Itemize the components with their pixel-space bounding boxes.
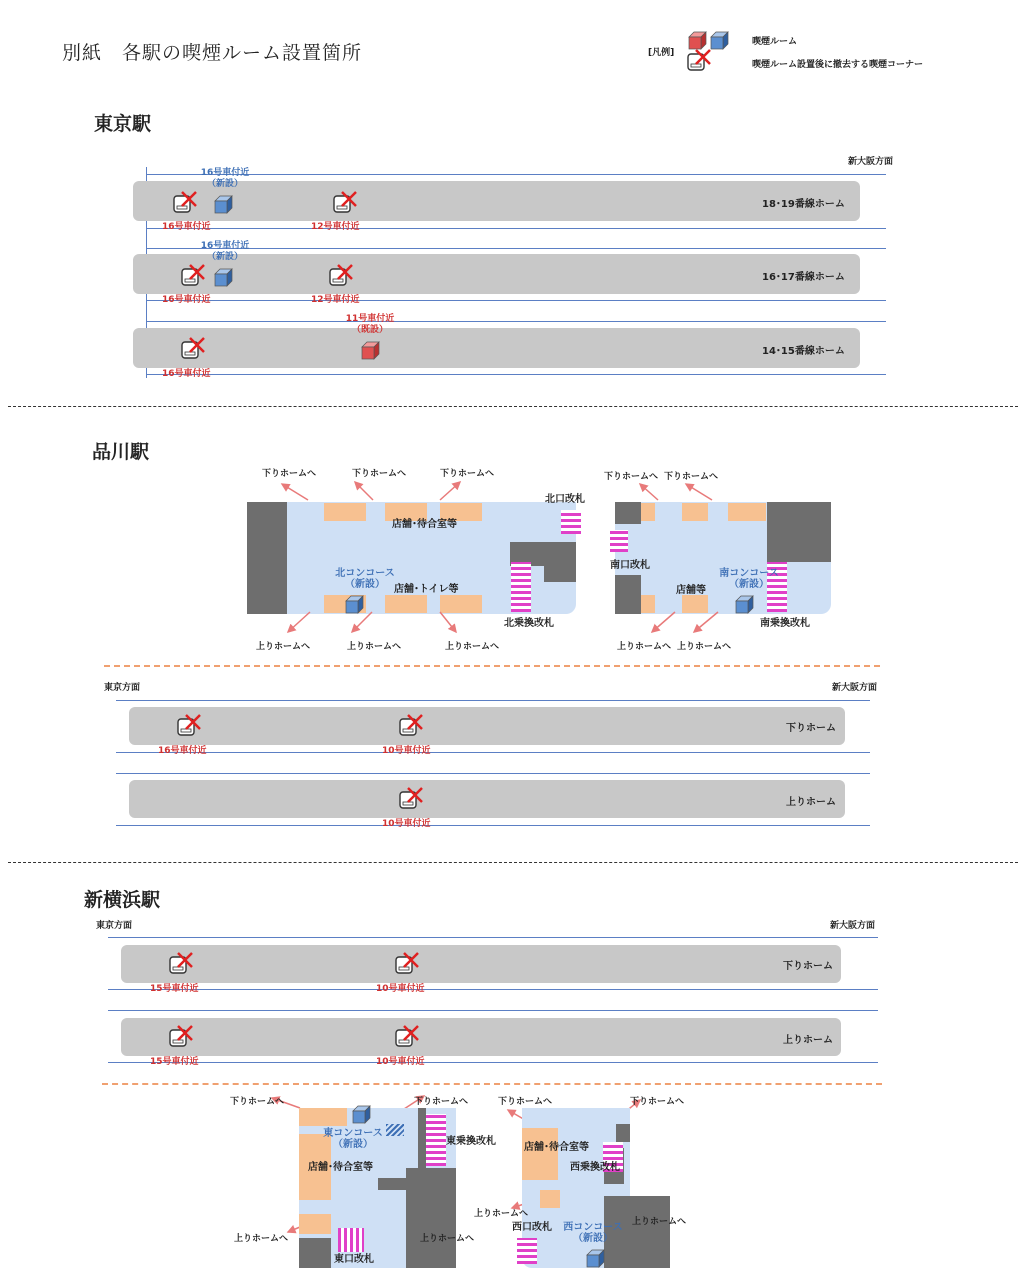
shop-block bbox=[522, 1128, 558, 1180]
removed-corner-icon bbox=[394, 1024, 420, 1050]
shops-label: 店舗･待合室等 bbox=[308, 1162, 373, 1173]
platform-down bbox=[121, 945, 841, 983]
shop-block bbox=[299, 1108, 347, 1126]
to-down-platform-label: 下りホームへ bbox=[414, 1097, 469, 1107]
direction-left: 東京方面 bbox=[96, 921, 133, 931]
to-up-platform-label: 上りホームへ bbox=[632, 1217, 687, 1227]
removed-corner-label: 16号車付近 bbox=[162, 222, 211, 232]
west-gate-label: 西口改札 bbox=[512, 1222, 552, 1233]
to-up-platform-label: 上りホームへ bbox=[474, 1209, 529, 1219]
section-divider bbox=[8, 862, 1018, 863]
south-gate-label: 南口改札 bbox=[610, 560, 650, 571]
shop-block bbox=[299, 1214, 331, 1234]
direction-left: 東京方面 bbox=[104, 683, 141, 693]
track-line bbox=[108, 1062, 878, 1063]
new-room-label: 16号車付近 （新設） bbox=[200, 241, 250, 262]
platform-label: 下りホーム bbox=[786, 723, 836, 734]
platform-label: 下りホーム bbox=[783, 961, 833, 972]
removed-corner-label: 16号車付近 bbox=[158, 746, 207, 756]
map-divider bbox=[104, 665, 880, 667]
track-line bbox=[116, 773, 870, 774]
legend-bracket: [凡例] bbox=[648, 48, 675, 58]
platform-up bbox=[121, 1018, 841, 1056]
west-concourse-label: 西コンコース （新設） bbox=[563, 1222, 623, 1244]
removed-corner-label: 12号車付近 bbox=[311, 295, 360, 305]
tokyo-direction: 新大阪方面 bbox=[848, 157, 894, 167]
to-down-platform-label: 下りホームへ bbox=[498, 1097, 553, 1107]
removed-corner-icon bbox=[176, 713, 202, 739]
to-up-platform-label: 上りホームへ bbox=[617, 642, 672, 652]
north-concourse-label: 北コンコース （新設） bbox=[335, 568, 395, 590]
to-up-platform-label: 上りホームへ bbox=[347, 642, 402, 652]
new-room-label: 16号車付近 （新設） bbox=[200, 168, 250, 189]
north-transfer-gate-label: 北乗換改札 bbox=[504, 618, 554, 629]
to-down-platform-label: 下りホームへ bbox=[630, 1097, 685, 1107]
east-block bbox=[299, 1238, 331, 1268]
track-line bbox=[116, 700, 870, 701]
platform-down bbox=[129, 707, 845, 745]
direction-right: 新大阪方面 bbox=[832, 683, 878, 693]
platform-label: 18･19番線ホーム bbox=[762, 199, 845, 210]
east-gate-turnstiles bbox=[338, 1228, 364, 1252]
east-transfer-gate-label: 東乗換改札 bbox=[446, 1136, 496, 1147]
shops-label: 店舗･待合室等 bbox=[392, 519, 457, 530]
platform-label: 14･15番線ホーム bbox=[762, 346, 845, 357]
platform-label: 16･17番線ホーム bbox=[762, 272, 845, 283]
shinyokohama-station-title: 新横浜駅 bbox=[84, 889, 161, 911]
page-title: 別紙 各駅の喫煙ルーム設置箇所 bbox=[62, 42, 363, 64]
platform-label: 上りホーム bbox=[783, 1035, 833, 1046]
to-up-platform-label: 上りホームへ bbox=[445, 642, 500, 652]
east-concourse-label: 東コンコース （新設） bbox=[323, 1128, 383, 1150]
legend-room-label: 喫煙ルーム bbox=[752, 37, 798, 47]
new-smoking-room-icon bbox=[584, 1248, 606, 1270]
south-concourse-label: 南コンコース （新設） bbox=[719, 568, 779, 590]
to-up-platform-label: 上りホームへ bbox=[677, 642, 732, 652]
tokyo-station-title: 東京駅 bbox=[94, 113, 152, 135]
legend-removed-label: 喫煙ルーム設置後に撤去する喫煙コーナー bbox=[752, 60, 924, 70]
removed-corner-label: 16号車付近 bbox=[162, 295, 211, 305]
west-transfer-gate-label: 西乗換改札 bbox=[570, 1162, 620, 1173]
platform-up bbox=[129, 780, 845, 818]
east-stairs bbox=[386, 1124, 404, 1136]
removed-corner-icon bbox=[168, 1024, 194, 1050]
to-up-platform-label: 上りホームへ bbox=[420, 1234, 475, 1244]
removed-corner-label: 10号車付近 bbox=[382, 819, 431, 829]
to-down-platform-label: 下りホームへ bbox=[352, 469, 407, 479]
direction-right: 新大阪方面 bbox=[830, 921, 876, 931]
west-gate-turnstiles bbox=[517, 1238, 537, 1264]
to-down-platform-label: 下りホームへ bbox=[664, 472, 719, 482]
east-gate-label: 東口改札 bbox=[334, 1254, 374, 1265]
platform-label: 上りホーム bbox=[786, 797, 836, 808]
south-transfer-gate-label: 南乗換改札 bbox=[760, 618, 810, 629]
track-line bbox=[108, 1010, 878, 1011]
east-transfer-turnstiles bbox=[426, 1114, 446, 1166]
removed-corner-label: 10号車付近 bbox=[382, 746, 431, 756]
removed-corner-icon bbox=[398, 786, 424, 812]
shops-label: 店舗･待合室等 bbox=[524, 1142, 589, 1153]
removed-corner-icon bbox=[394, 951, 420, 977]
west-block bbox=[616, 1124, 630, 1142]
removed-corner-label: 10号車付近 bbox=[376, 1057, 425, 1067]
shops-label: 店舗･トイレ等 bbox=[394, 584, 459, 595]
new-smoking-room-icon bbox=[350, 1104, 372, 1126]
removed-corner-label: 15号車付近 bbox=[150, 984, 199, 994]
east-block bbox=[406, 1168, 456, 1268]
track-line bbox=[116, 752, 870, 753]
removed-corner-label: 10号車付近 bbox=[376, 984, 425, 994]
track-line bbox=[116, 825, 870, 826]
east-block bbox=[378, 1178, 406, 1190]
to-up-platform-label: 上りホームへ bbox=[256, 642, 311, 652]
track-line bbox=[108, 937, 878, 938]
shop-block bbox=[540, 1190, 560, 1208]
track-line bbox=[108, 989, 878, 990]
removed-corner-label: 16号車付近 bbox=[162, 369, 211, 379]
removed-corner-icon bbox=[168, 951, 194, 977]
north-gate-label: 北口改札 bbox=[545, 494, 585, 505]
east-block bbox=[418, 1108, 426, 1168]
map-divider bbox=[102, 1083, 882, 1085]
removed-corner-label: 15号車付近 bbox=[150, 1057, 199, 1067]
to-down-platform-label: 下りホームへ bbox=[440, 469, 495, 479]
shinagawa-station-title: 品川駅 bbox=[92, 441, 150, 463]
to-down-platform-label: 下りホームへ bbox=[262, 469, 317, 479]
to-down-platform-label: 下りホームへ bbox=[604, 472, 659, 482]
existing-room-label: 11号車付近 （既設） bbox=[345, 314, 395, 335]
to-up-platform-label: 上りホームへ bbox=[234, 1234, 289, 1244]
removed-corner-icon bbox=[398, 713, 424, 739]
to-down-platform-label: 下りホームへ bbox=[230, 1097, 285, 1107]
removed-corner-label: 12号車付近 bbox=[311, 222, 360, 232]
shops-label: 店舗等 bbox=[676, 585, 706, 596]
